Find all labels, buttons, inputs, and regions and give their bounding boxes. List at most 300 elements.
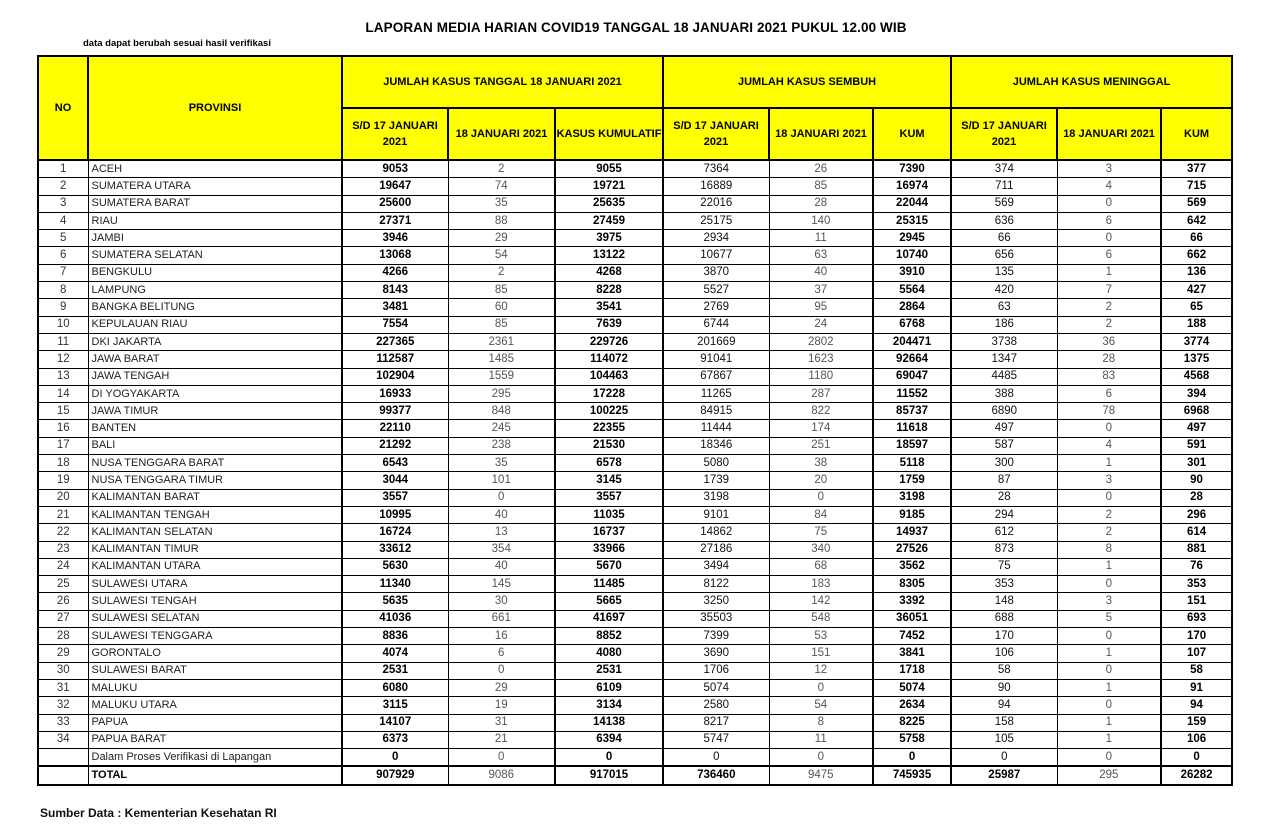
- cell-sembuh-sd: 736460: [663, 766, 769, 784]
- cell-no: 1: [38, 160, 88, 178]
- cell-kasus-sd: 14107: [342, 714, 448, 731]
- col-header-provinsi: PROVINSI: [88, 56, 342, 160]
- cell-sembuh-sd: 16889: [663, 178, 769, 195]
- cell-sembuh-day: 20: [769, 472, 873, 489]
- cell-sembuh-sd: 9101: [663, 506, 769, 523]
- cell-sembuh-day: 2802: [769, 333, 873, 350]
- table-row: [38, 628, 1232, 645]
- cell-meninggal-day: 3: [1057, 593, 1161, 610]
- cell-sembuh-day: 63: [769, 247, 873, 264]
- cell-sembuh-sd: 3198: [663, 489, 769, 506]
- cell-sembuh-day: 9475: [769, 766, 873, 784]
- cell-sembuh-kum: 1759: [873, 472, 951, 489]
- cell-provinsi: KALIMANTAN TENGAH: [88, 506, 342, 523]
- cell-no: 17: [38, 437, 88, 454]
- table-row: [38, 576, 1232, 593]
- cell-meninggal-day: 0: [1057, 628, 1161, 645]
- cell-kasus-kum: 6394: [555, 731, 663, 748]
- cell-meninggal-kum: 106: [1161, 731, 1232, 748]
- group-header-meninggal: JUMLAH KASUS MENINGGAL: [951, 56, 1232, 108]
- table-row: [38, 662, 1232, 679]
- cell-kasus-kum: 8228: [555, 282, 663, 299]
- data-source: Sumber Data : Kementerian Kesehatan RI: [40, 806, 277, 820]
- cell-sembuh-sd: 8217: [663, 714, 769, 731]
- cell-kasus-kum: 2531: [555, 662, 663, 679]
- verification-note: data dapat berubah sesuai hasil verifikasi: [83, 38, 271, 49]
- cell-sembuh-sd: 11265: [663, 385, 769, 402]
- cell-sembuh-day: 8: [769, 714, 873, 731]
- cell-kasus-sd: 4074: [342, 645, 448, 662]
- cell-no: 9: [38, 299, 88, 316]
- cell-kasus-day: 9086: [448, 766, 555, 784]
- cell-kasus-day: 35: [448, 195, 555, 212]
- cell-sembuh-day: 548: [769, 610, 873, 627]
- table-header: [38, 56, 1232, 160]
- cell-meninggal-day: 2: [1057, 299, 1161, 316]
- cell-sembuh-kum: 745935: [873, 766, 951, 784]
- cell-sembuh-sd: 7364: [663, 160, 769, 178]
- cell-sembuh-day: 53: [769, 628, 873, 645]
- cell-sembuh-kum: 0: [873, 749, 951, 767]
- cell-sembuh-sd: 11444: [663, 420, 769, 437]
- cell-provinsi: BANTEN: [88, 420, 342, 437]
- cell-kasus-sd: 13068: [342, 247, 448, 264]
- cell-sembuh-kum: 5564: [873, 282, 951, 299]
- cell-sembuh-kum: 27526: [873, 541, 951, 558]
- cell-meninggal-kum: 136: [1161, 264, 1232, 281]
- cell-provinsi: GORONTALO: [88, 645, 342, 662]
- cell-no: 23: [38, 541, 88, 558]
- cell-sembuh-sd: 14862: [663, 524, 769, 541]
- cell-meninggal-kum: 65: [1161, 299, 1232, 316]
- table-row: [38, 230, 1232, 247]
- cell-kasus-kum: 22355: [555, 420, 663, 437]
- cell-meninggal-day: 2: [1057, 524, 1161, 541]
- cell-sembuh-kum: 8305: [873, 576, 951, 593]
- table-row: [38, 403, 1232, 420]
- cell-kasus-day: 101: [448, 472, 555, 489]
- table-row: [38, 679, 1232, 696]
- cell-kasus-kum: 4080: [555, 645, 663, 662]
- cell-provinsi: BALI: [88, 437, 342, 454]
- cell-sembuh-kum: 3841: [873, 645, 951, 662]
- cell-kasus-kum: 8852: [555, 628, 663, 645]
- cell-sembuh-day: 183: [769, 576, 873, 593]
- cell-sembuh-sd: 2934: [663, 230, 769, 247]
- cell-sembuh-sd: 7399: [663, 628, 769, 645]
- col-header-sembuh-sd: S/D 17 JANUARI 2021: [663, 108, 769, 160]
- cell-kasus-kum: 3975: [555, 230, 663, 247]
- cell-sembuh-day: 84: [769, 506, 873, 523]
- cell-kasus-day: 0: [448, 749, 555, 767]
- cell-meninggal-sd: 873: [951, 541, 1057, 558]
- cell-kasus-sd: 2531: [342, 662, 448, 679]
- cell-kasus-day: 19: [448, 697, 555, 714]
- cell-kasus-kum: 27459: [555, 212, 663, 229]
- cell-kasus-sd: 112587: [342, 351, 448, 368]
- cell-provinsi: BANGKA BELITUNG: [88, 299, 342, 316]
- table-row: [38, 524, 1232, 541]
- cell-sembuh-sd: 25175: [663, 212, 769, 229]
- cell-meninggal-kum: 159: [1161, 714, 1232, 731]
- cell-sembuh-day: 95: [769, 299, 873, 316]
- cell-meninggal-kum: 66: [1161, 230, 1232, 247]
- cell-meninggal-sd: 148: [951, 593, 1057, 610]
- cell-kasus-kum: 3145: [555, 472, 663, 489]
- cell-no: 29: [38, 645, 88, 662]
- cell-kasus-kum: 17228: [555, 385, 663, 402]
- cell-meninggal-kum: 497: [1161, 420, 1232, 437]
- cell-sembuh-kum: 8225: [873, 714, 951, 731]
- cell-meninggal-day: 3: [1057, 160, 1161, 178]
- table-row: [38, 731, 1232, 748]
- table-row: [38, 178, 1232, 195]
- group-header-sembuh: JUMLAH KASUS SEMBUH: [663, 56, 951, 108]
- cell-meninggal-day: 1: [1057, 731, 1161, 748]
- cell-kasus-kum: 11035: [555, 506, 663, 523]
- cell-provinsi: SULAWESI TENGAH: [88, 593, 342, 610]
- cell-meninggal-kum: 715: [1161, 178, 1232, 195]
- cell-kasus-day: 30: [448, 593, 555, 610]
- cell-no: [38, 749, 88, 767]
- cell-sembuh-sd: 2769: [663, 299, 769, 316]
- cell-sembuh-sd: 35503: [663, 610, 769, 627]
- cell-meninggal-kum: 151: [1161, 593, 1232, 610]
- cell-meninggal-sd: 294: [951, 506, 1057, 523]
- cell-meninggal-sd: 0: [951, 749, 1057, 767]
- cell-meninggal-kum: 353: [1161, 576, 1232, 593]
- cell-no: 14: [38, 385, 88, 402]
- cell-kasus-kum: 25635: [555, 195, 663, 212]
- cell-sembuh-sd: 22016: [663, 195, 769, 212]
- cell-meninggal-kum: 427: [1161, 282, 1232, 299]
- cell-meninggal-sd: 374: [951, 160, 1057, 178]
- cell-meninggal-sd: 3738: [951, 333, 1057, 350]
- cell-no: 32: [38, 697, 88, 714]
- table-row: [38, 697, 1232, 714]
- cell-sembuh-sd: 10677: [663, 247, 769, 264]
- cell-kasus-sd: 102904: [342, 368, 448, 385]
- cell-meninggal-sd: 497: [951, 420, 1057, 437]
- col-header-sembuh-kum: KUM: [873, 108, 951, 160]
- cell-sembuh-day: 822: [769, 403, 873, 420]
- cell-provinsi: PAPUA: [88, 714, 342, 731]
- cell-kasus-sd: 3946: [342, 230, 448, 247]
- cell-meninggal-sd: 58: [951, 662, 1057, 679]
- cell-sembuh-sd: 8122: [663, 576, 769, 593]
- cell-kasus-sd: 9053: [342, 160, 448, 178]
- cell-sembuh-day: 11: [769, 230, 873, 247]
- cell-kasus-day: 40: [448, 506, 555, 523]
- cell-kasus-sd: 99377: [342, 403, 448, 420]
- cell-meninggal-kum: 662: [1161, 247, 1232, 264]
- cell-meninggal-sd: 66: [951, 230, 1057, 247]
- cell-kasus-sd: 16724: [342, 524, 448, 541]
- cell-meninggal-day: 1: [1057, 558, 1161, 575]
- cell-provinsi: SUMATERA BARAT: [88, 195, 342, 212]
- table-row: [38, 264, 1232, 281]
- table-row: [38, 368, 1232, 385]
- cell-no: 7: [38, 264, 88, 281]
- cell-meninggal-sd: 353: [951, 576, 1057, 593]
- cell-kasus-day: 238: [448, 437, 555, 454]
- cell-no: 5: [38, 230, 88, 247]
- cell-sembuh-day: 68: [769, 558, 873, 575]
- cell-no: 28: [38, 628, 88, 645]
- cell-meninggal-day: 0: [1057, 230, 1161, 247]
- cell-sembuh-kum: 2864: [873, 299, 951, 316]
- cell-no: 24: [38, 558, 88, 575]
- cell-kasus-sd: 0: [342, 749, 448, 767]
- cell-sembuh-sd: 1739: [663, 472, 769, 489]
- cell-meninggal-day: 5: [1057, 610, 1161, 627]
- cell-kasus-sd: 907929: [342, 766, 448, 784]
- cell-kasus-sd: 41036: [342, 610, 448, 627]
- cell-sembuh-kum: 5118: [873, 455, 951, 472]
- cell-meninggal-kum: 3774: [1161, 333, 1232, 350]
- cell-provinsi: BENGKULU: [88, 264, 342, 281]
- cell-meninggal-sd: 4485: [951, 368, 1057, 385]
- cell-meninggal-sd: 388: [951, 385, 1057, 402]
- table-row: [38, 160, 1232, 178]
- cell-kasus-kum: 13122: [555, 247, 663, 264]
- cell-provinsi: SULAWESI SELATAN: [88, 610, 342, 627]
- cell-kasus-day: 354: [448, 541, 555, 558]
- cell-kasus-sd: 19647: [342, 178, 448, 195]
- cell-kasus-day: 54: [448, 247, 555, 264]
- cell-meninggal-sd: 170: [951, 628, 1057, 645]
- cell-provinsi: MALUKU UTARA: [88, 697, 342, 714]
- cell-sembuh-kum: 1718: [873, 662, 951, 679]
- cell-sembuh-kum: 5074: [873, 679, 951, 696]
- cell-meninggal-sd: 636: [951, 212, 1057, 229]
- cell-kasus-day: 29: [448, 679, 555, 696]
- cell-no: 30: [38, 662, 88, 679]
- cell-sembuh-sd: 6744: [663, 316, 769, 333]
- cell-provinsi: KALIMANTAN BARAT: [88, 489, 342, 506]
- table-row: [38, 749, 1232, 767]
- cell-no: 16: [38, 420, 88, 437]
- cell-meninggal-sd: 105: [951, 731, 1057, 748]
- cell-kasus-kum: 917015: [555, 766, 663, 784]
- cell-kasus-kum: 16737: [555, 524, 663, 541]
- cell-kasus-day: 245: [448, 420, 555, 437]
- cell-kasus-kum: 33966: [555, 541, 663, 558]
- cell-meninggal-kum: 26282: [1161, 766, 1232, 784]
- cell-kasus-sd: 3044: [342, 472, 448, 489]
- cell-meninggal-kum: 90: [1161, 472, 1232, 489]
- cell-kasus-sd: 11340: [342, 576, 448, 593]
- cell-provinsi: DI YOGYAKARTA: [88, 385, 342, 402]
- cell-meninggal-sd: 158: [951, 714, 1057, 731]
- cell-meninggal-kum: 4568: [1161, 368, 1232, 385]
- cell-sembuh-sd: 27186: [663, 541, 769, 558]
- cell-sembuh-kum: 6768: [873, 316, 951, 333]
- cell-kasus-kum: 3557: [555, 489, 663, 506]
- cell-meninggal-kum: 642: [1161, 212, 1232, 229]
- cell-meninggal-kum: 94: [1161, 697, 1232, 714]
- cell-meninggal-day: 78: [1057, 403, 1161, 420]
- cell-meninggal-day: 4: [1057, 178, 1161, 195]
- cell-meninggal-kum: 881: [1161, 541, 1232, 558]
- cell-kasus-kum: 14138: [555, 714, 663, 731]
- cell-sembuh-kum: 11552: [873, 385, 951, 402]
- cell-sembuh-day: 0: [769, 749, 873, 767]
- cell-kasus-sd: 6080: [342, 679, 448, 696]
- cell-sembuh-day: 340: [769, 541, 873, 558]
- cell-meninggal-day: 36: [1057, 333, 1161, 350]
- cell-sembuh-day: 26: [769, 160, 873, 178]
- cell-kasus-sd: 6373: [342, 731, 448, 748]
- col-header-kasus-day: 18 JANUARI 2021: [448, 108, 555, 160]
- cell-meninggal-kum: 107: [1161, 645, 1232, 662]
- cell-sembuh-kum: 36051: [873, 610, 951, 627]
- cell-kasus-sd: 25600: [342, 195, 448, 212]
- cell-no: 6: [38, 247, 88, 264]
- cell-sembuh-kum: 10740: [873, 247, 951, 264]
- cell-sembuh-kum: 3198: [873, 489, 951, 506]
- cell-no: 33: [38, 714, 88, 731]
- cell-sembuh-day: 1180: [769, 368, 873, 385]
- cell-meninggal-day: 1: [1057, 264, 1161, 281]
- cell-meninggal-sd: 63: [951, 299, 1057, 316]
- table-row: [38, 472, 1232, 489]
- cell-meninggal-day: 8: [1057, 541, 1161, 558]
- cell-kasus-sd: 22110: [342, 420, 448, 437]
- cell-meninggal-day: 0: [1057, 489, 1161, 506]
- cell-sembuh-sd: 5527: [663, 282, 769, 299]
- cell-sembuh-sd: 0: [663, 749, 769, 767]
- cell-meninggal-day: 0: [1057, 662, 1161, 679]
- table-row: [38, 299, 1232, 316]
- cell-kasus-sd: 4266: [342, 264, 448, 281]
- table-row: [38, 333, 1232, 350]
- cell-no: 22: [38, 524, 88, 541]
- cell-no: 34: [38, 731, 88, 748]
- cell-meninggal-kum: 58: [1161, 662, 1232, 679]
- cell-kasus-day: 1559: [448, 368, 555, 385]
- table-row: [38, 541, 1232, 558]
- cell-no: 19: [38, 472, 88, 489]
- cell-provinsi: KALIMANTAN SELATAN: [88, 524, 342, 541]
- cell-provinsi: SUMATERA SELATAN: [88, 247, 342, 264]
- cell-meninggal-day: 295: [1057, 766, 1161, 784]
- cell-sembuh-kum: 2945: [873, 230, 951, 247]
- cell-meninggal-day: 4: [1057, 437, 1161, 454]
- table-row: [38, 247, 1232, 264]
- cell-kasus-sd: 5635: [342, 593, 448, 610]
- cell-sembuh-kum: 5758: [873, 731, 951, 748]
- cell-kasus-day: 661: [448, 610, 555, 627]
- cell-provinsi: Dalam Proses Verifikasi di Lapangan: [88, 749, 342, 767]
- cell-kasus-day: 21: [448, 731, 555, 748]
- cell-sembuh-sd: 1706: [663, 662, 769, 679]
- cell-no: 4: [38, 212, 88, 229]
- table-row: [38, 610, 1232, 627]
- cell-sembuh-sd: 3494: [663, 558, 769, 575]
- cell-kasus-day: 1485: [448, 351, 555, 368]
- cell-meninggal-day: 2: [1057, 506, 1161, 523]
- cell-kasus-kum: 5665: [555, 593, 663, 610]
- cell-kasus-day: 29: [448, 230, 555, 247]
- cell-kasus-sd: 227365: [342, 333, 448, 350]
- cell-sembuh-day: 37: [769, 282, 873, 299]
- cell-meninggal-kum: 591: [1161, 437, 1232, 454]
- cell-sembuh-kum: 18597: [873, 437, 951, 454]
- cell-sembuh-kum: 3910: [873, 264, 951, 281]
- cell-no: 26: [38, 593, 88, 610]
- cell-sembuh-day: 28: [769, 195, 873, 212]
- cell-sembuh-sd: 67867: [663, 368, 769, 385]
- table-row: [38, 645, 1232, 662]
- cell-kasus-kum: 100225: [555, 403, 663, 420]
- cell-kasus-day: 35: [448, 455, 555, 472]
- cell-sembuh-sd: 91041: [663, 351, 769, 368]
- cell-meninggal-day: 0: [1057, 195, 1161, 212]
- table-row: [38, 195, 1232, 212]
- cell-kasus-day: 6: [448, 645, 555, 662]
- report-title: LAPORAN MEDIA HARIAN COVID19 TANGGAL 18 JANUARI 2021 PUKUL 12.00 WIB: [365, 20, 907, 35]
- cell-kasus-day: 60: [448, 299, 555, 316]
- cell-meninggal-kum: 1375: [1161, 351, 1232, 368]
- table-row: [38, 455, 1232, 472]
- table-row: [38, 282, 1232, 299]
- cell-sembuh-kum: 92664: [873, 351, 951, 368]
- cell-sembuh-kum: 25315: [873, 212, 951, 229]
- cell-meninggal-kum: 6968: [1161, 403, 1232, 420]
- cell-kasus-day: 16: [448, 628, 555, 645]
- cell-provinsi: SUMATERA UTARA: [88, 178, 342, 195]
- cell-sembuh-day: 54: [769, 697, 873, 714]
- table-row: [38, 351, 1232, 368]
- cell-kasus-kum: 3134: [555, 697, 663, 714]
- cell-sembuh-day: 0: [769, 489, 873, 506]
- cell-kasus-day: 74: [448, 178, 555, 195]
- cell-provinsi: KALIMANTAN UTARA: [88, 558, 342, 575]
- cell-meninggal-sd: 1347: [951, 351, 1057, 368]
- cell-meninggal-day: 3: [1057, 472, 1161, 489]
- col-header-no: NO: [38, 56, 88, 160]
- cell-kasus-sd: 27371: [342, 212, 448, 229]
- cell-kasus-sd: 21292: [342, 437, 448, 454]
- cell-meninggal-day: 0: [1057, 697, 1161, 714]
- cell-meninggal-sd: 569: [951, 195, 1057, 212]
- cell-provinsi: RIAU: [88, 212, 342, 229]
- table-row: [38, 593, 1232, 610]
- cell-provinsi: KALIMANTAN TIMUR: [88, 541, 342, 558]
- cell-sembuh-kum: 7390: [873, 160, 951, 178]
- cell-kasus-kum: 9055: [555, 160, 663, 178]
- cell-kasus-kum: 41697: [555, 610, 663, 627]
- cell-sembuh-day: 24: [769, 316, 873, 333]
- cell-no: 21: [38, 506, 88, 523]
- cell-sembuh-day: 40: [769, 264, 873, 281]
- cell-sembuh-day: 142: [769, 593, 873, 610]
- cell-sembuh-day: 151: [769, 645, 873, 662]
- cell-kasus-sd: 3557: [342, 489, 448, 506]
- table-body: [38, 160, 1232, 785]
- cell-meninggal-kum: 301: [1161, 455, 1232, 472]
- cell-meninggal-sd: 25987: [951, 766, 1057, 784]
- cell-kasus-kum: 19721: [555, 178, 663, 195]
- cell-provinsi: JAWA TIMUR: [88, 403, 342, 420]
- cell-no: 11: [38, 333, 88, 350]
- cell-no: 18: [38, 455, 88, 472]
- cell-meninggal-sd: 711: [951, 178, 1057, 195]
- cell-no: 10: [38, 316, 88, 333]
- covid-report-table: [37, 55, 1233, 786]
- cell-kasus-day: 40: [448, 558, 555, 575]
